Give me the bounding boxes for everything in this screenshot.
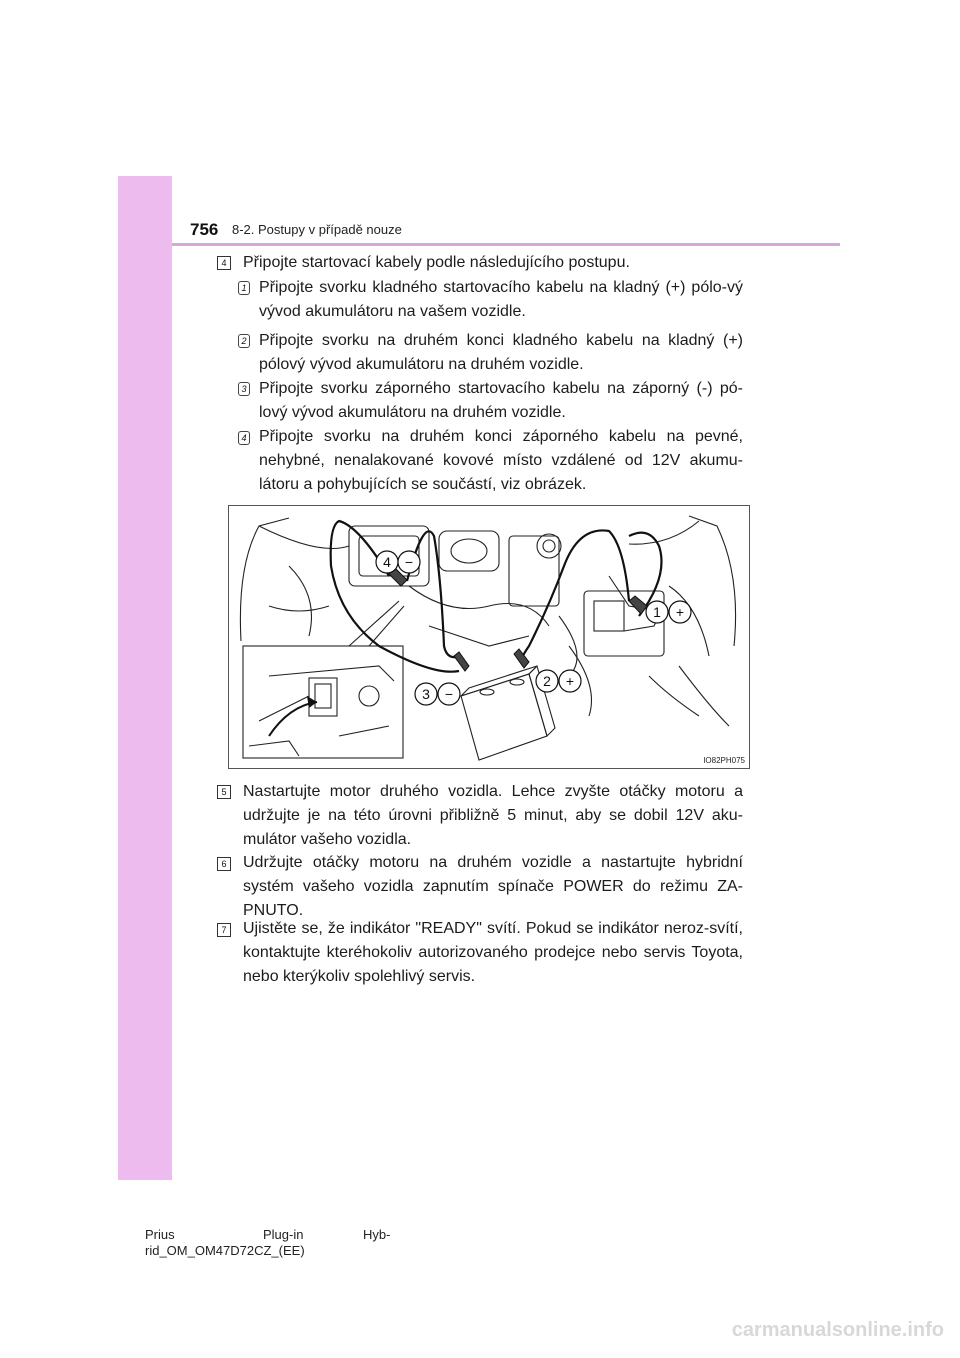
footer-doc-id: rid_OM_OM47D72CZ_(EE) [145,1243,305,1258]
substep-text: Připojte svorku na druhém konci kladného kabelu na kladný (+) pólový vývod akumulátoru na druhém vozidle. [259,332,743,373]
step-text: Udržujte otáčky motoru na druhém vozidle a nastartujte hybridní systém vašeho vozidla zapnutím spínače POWER do režimu ZA-PNUTO. [243,854,743,919]
step-number-box: 7 [217,923,231,937]
callout-3-sign: − [444,686,454,702]
step-text: Připojte startovací kabely podle následujícího postupu. [243,254,630,271]
document-footer [145,1227,445,1259]
substep-text: Připojte svorku záporného startovacího kabelu na záporný (-) pó-lový vývod akumulátoru na druhém vozidle. [259,380,743,421]
step-number-box: 5 [217,785,231,799]
figure-code: IO82PH075 [703,756,745,765]
callout-4-number: 4 [383,554,391,570]
chapter-sidebar-tab [118,176,172,1180]
callout-1-sign: + [675,604,685,620]
footer-word: Hyb- [363,1227,391,1242]
jump-start-illustration [228,505,750,769]
substep-number: 2 [238,334,250,348]
substep-text: Připojte svorku kladného startovacího kabelu na kladný (+) pólo-vý vývod akumulátoru na vašem vozidle. [259,279,743,320]
callout-4-sign: − [404,554,414,570]
header-rule [172,243,840,246]
substep-number: 4 [238,431,250,445]
substep-number: 1 [238,281,250,295]
page-number: 756 [190,220,219,239]
step-number-box: 4 [217,256,231,270]
callout-2-sign: + [565,673,575,689]
step-text: Ujistěte se, že indikátor "READY" svítí. Pokud se indikátor neroz-svítí, kontaktujte kteréhokoliv autorizovaného prodejce nebo servis Toyota, nebo kterýkoliv spolehlivý servis. [243,920,743,985]
step-number-box: 6 [217,857,231,871]
substep-number: 3 [238,382,250,396]
step-text: Nastartujte motor druhého vozidla. Lehce zvyšte otáčky motoru a udržujte je na této úrovni přibližně 5 minut, aby se dobil 12V aku-mulátor vašeho vozidla. [243,783,743,848]
callout-1-number: 1 [653,604,661,620]
section-title: 8-2. Postupy v případě nouze [232,222,402,237]
engine-bay-drawing [229,506,749,768]
watermark: carmanualsonline.info [731,1319,944,1341]
callout-2-number: 2 [543,673,551,689]
callout-3-number: 3 [422,686,430,702]
substep-text: Připojte svorku na druhém konci záporného kabelu na pevné, nehybné, nenalakované kovové místo vzdálené od 12V akumu-látoru a pohybujících se součástí, viz obrázek. [259,428,743,493]
footer-word: Prius [145,1227,175,1242]
footer-word: Plug-in [263,1227,304,1242]
